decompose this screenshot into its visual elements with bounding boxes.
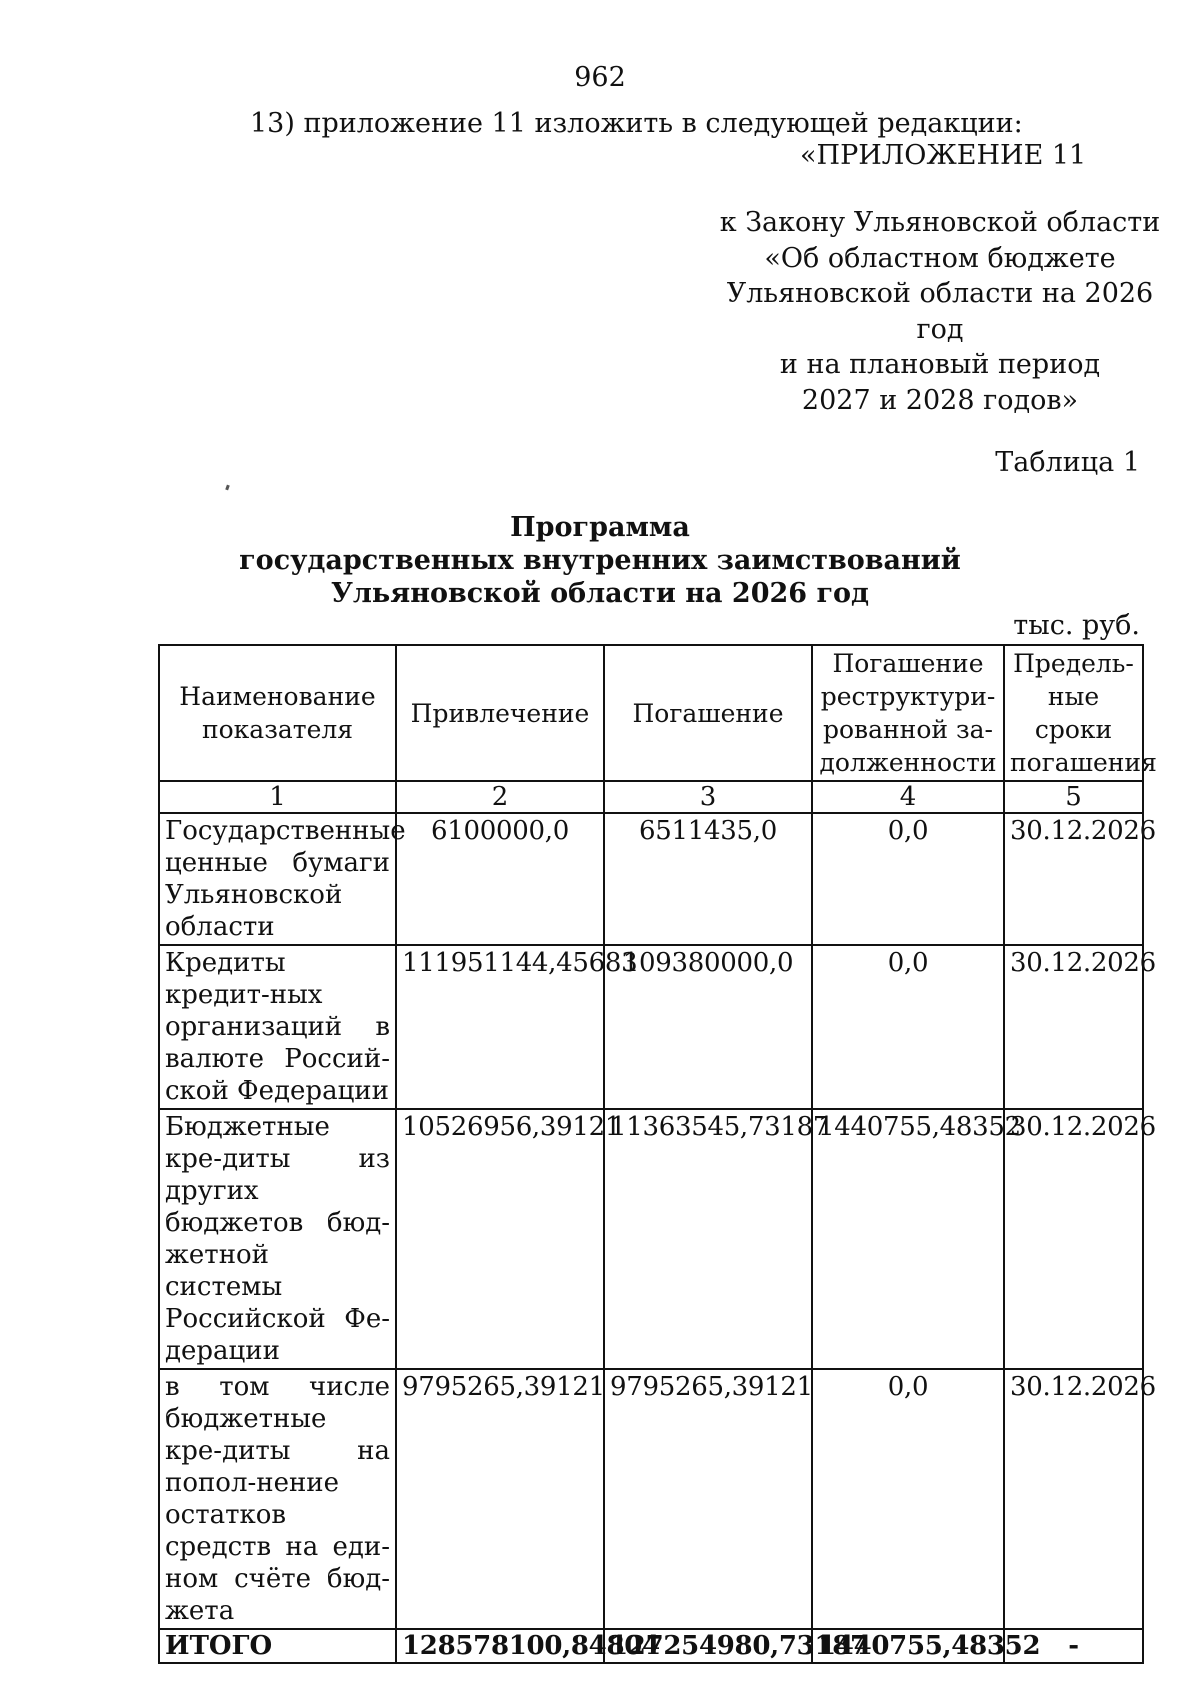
total-raising: 128578100,84804 <box>396 1629 604 1663</box>
row-raising: 9795265,39121 <box>396 1369 604 1629</box>
law-reference-line: и на плановый период <box>779 349 1101 380</box>
total-repayment: 127254980,73187 <box>604 1629 812 1663</box>
row-repayment: 9795265,39121 <box>604 1369 812 1629</box>
row-raising: 6100000,0 <box>396 813 604 945</box>
law-reference-line: «Об областном бюджете <box>764 242 1116 274</box>
table-row <box>159 813 1143 945</box>
table-label: Таблица 1 <box>995 447 1140 478</box>
row-deadline: 30.12.2026 <box>1004 945 1143 1109</box>
header-repayment: Погашение <box>604 645 812 781</box>
row-name: в том числе бюджетные кре-диты на попол-нение остатков средств на еди-ном счёте бюд-жета <box>159 1369 396 1629</box>
header-indicator-name: Наименование показателя <box>159 645 396 781</box>
column-number-row <box>159 781 1143 813</box>
table-title <box>0 511 1200 610</box>
law-reference <box>700 205 1180 418</box>
column-number: 5 <box>1004 781 1143 813</box>
row-restructured: 0,0 <box>812 1369 1004 1629</box>
appendix-label: «ПРИЛОЖЕНИЕ 11 <box>800 140 1087 171</box>
row-raising: 111951144,45683 <box>396 945 604 1109</box>
table-title-line: Ульяновской области на 2026 год <box>330 578 870 609</box>
table-row <box>159 1109 1143 1369</box>
page-number: 962 <box>574 62 626 93</box>
intro-text: 13) приложение 11 изложить в следующей редакции: <box>250 108 1023 139</box>
column-number: 4 <box>812 781 1004 813</box>
header-deadline: Предель-ные сроки погашения <box>1004 645 1143 781</box>
law-reference-line: Ульяновской области на 2026 год <box>726 278 1154 345</box>
row-raising: 10526956,39121 <box>396 1109 604 1369</box>
row-repayment: 11363545,73187 <box>604 1109 812 1369</box>
row-name: Государственные ценные бумаги Ульяновской области <box>159 813 396 945</box>
borrowing-program-table <box>158 644 1157 1664</box>
law-reference-line: 2027 и 2028 годов» <box>801 384 1079 416</box>
table-row <box>159 945 1143 1109</box>
total-row <box>159 1629 1143 1663</box>
row-restructured: 0,0 <box>812 945 1004 1109</box>
column-number: 1 <box>159 781 396 813</box>
scan-speck <box>225 485 230 491</box>
row-restructured: 1440755,48352 <box>812 1109 1004 1369</box>
row-deadline: 30.12.2026 <box>1004 1369 1143 1629</box>
total-deadline: - <box>1004 1629 1143 1663</box>
column-number: 3 <box>604 781 812 813</box>
row-repayment: 6511435,0 <box>604 813 812 945</box>
row-name: Бюджетные кре-диты из других бюджетов бюд-жетной системы Российской Фе-дерации <box>159 1109 396 1369</box>
row-deadline: 30.12.2026 <box>1004 1109 1143 1369</box>
law-reference-line: к Закону Ульяновской области <box>719 207 1161 238</box>
row-deadline: 30.12.2026 <box>1004 813 1143 945</box>
table-title-line: государственных внутренних заимствований <box>239 545 961 576</box>
row-repayment: 109380000,0 <box>604 945 812 1109</box>
total-name: ИТОГО <box>159 1629 396 1663</box>
table-header-row <box>159 645 1143 781</box>
column-number: 2 <box>396 781 604 813</box>
row-restructured: 0,0 <box>812 813 1004 945</box>
header-raising: Привлечение <box>396 645 604 781</box>
total-restructured: 1440755,48352 <box>812 1629 1004 1663</box>
header-restructured-repayment: Погашение реструктури-рованной за-долженности <box>812 645 1004 781</box>
units-label: тыс. руб. <box>1013 610 1140 641</box>
table-row <box>159 1369 1143 1629</box>
table-title-line: Программа <box>510 512 690 543</box>
row-name: Кредиты кредит-ных организаций в валюте Россий-ской Федерации <box>159 945 396 1109</box>
